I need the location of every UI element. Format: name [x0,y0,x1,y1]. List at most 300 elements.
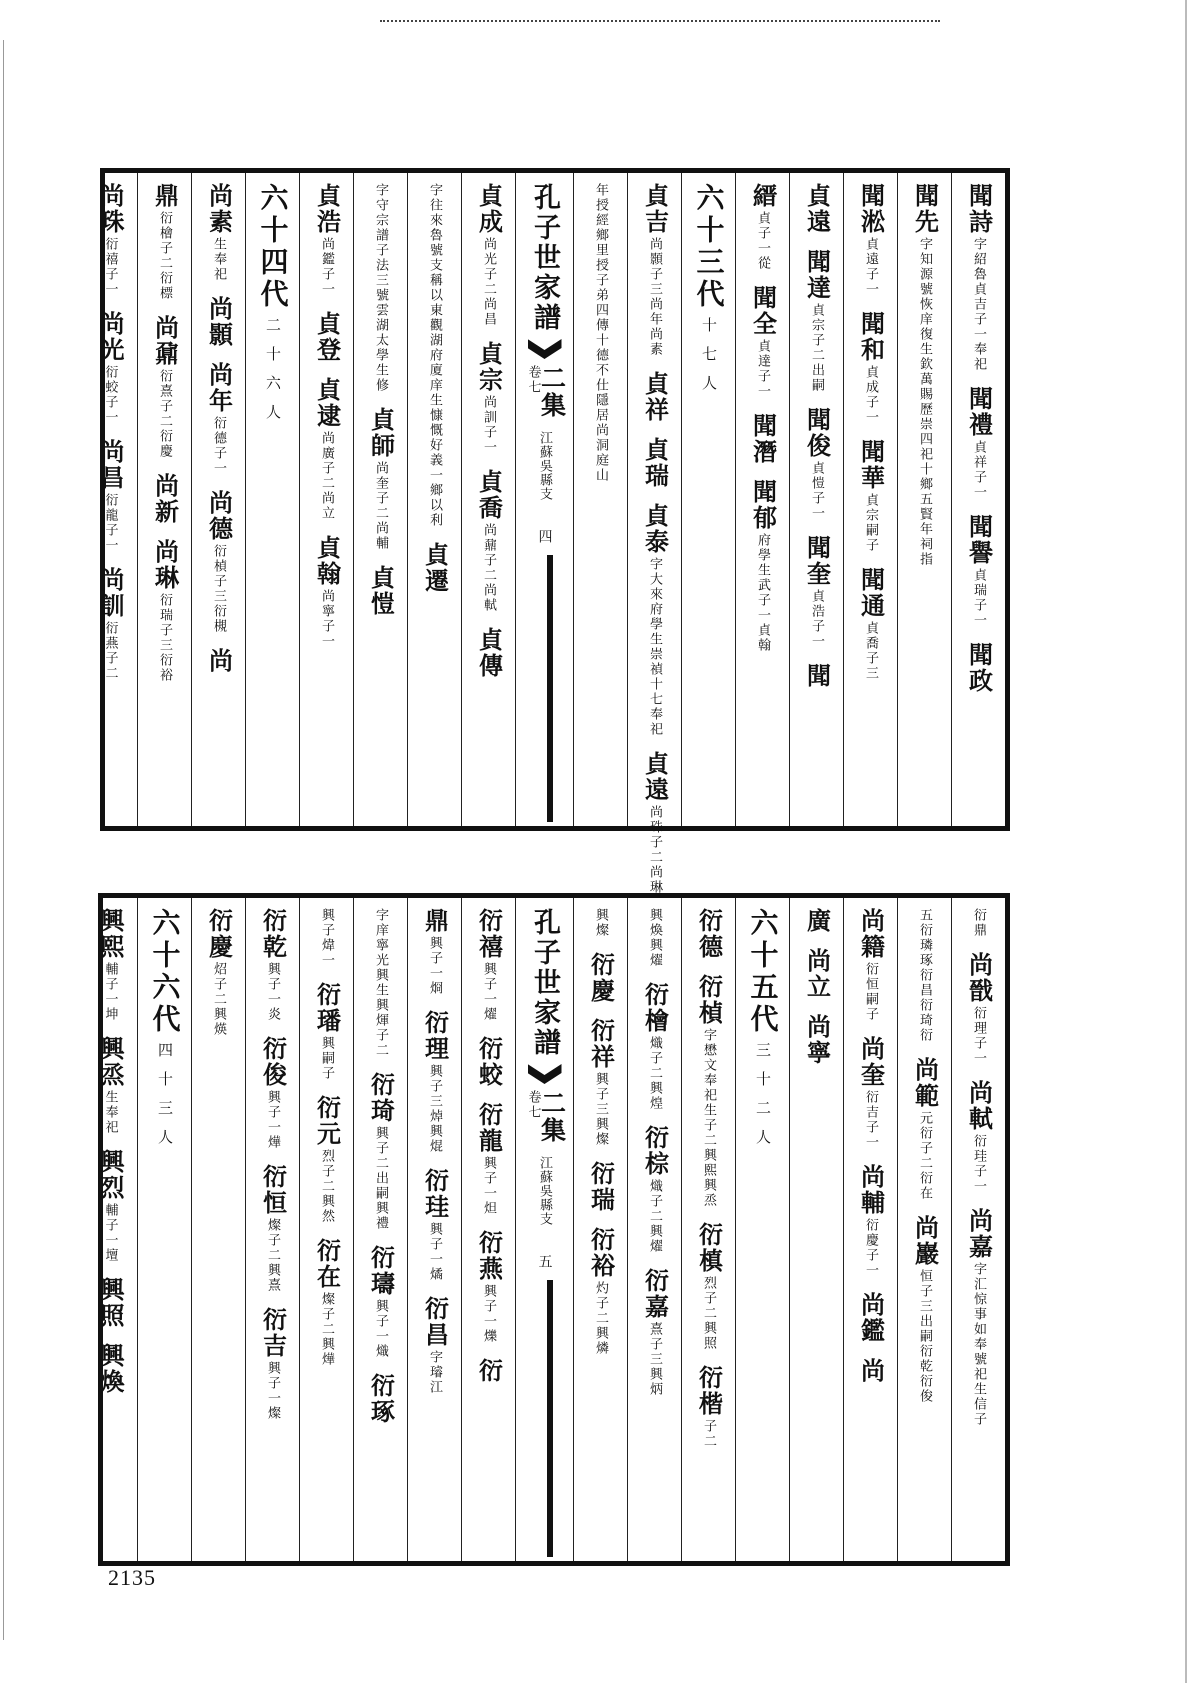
person-note: 貞瑞子一 [971,568,986,628]
collection-label: 二集 [537,365,567,419]
entry-list [474,183,504,679]
person-name: 聞潛 [748,413,778,465]
person-entry [204,908,234,1037]
entry-column [951,898,1005,1561]
person-name: 尚德 [204,490,234,542]
person-name: 貞傳 [474,627,504,679]
person-note: 貞愷子一 [809,461,824,521]
person-note: 字守宗譜子法三號雲湖太學生修 [373,183,388,393]
entry-column [353,173,407,826]
center-column [515,898,573,1561]
person-note: 貞浩子一 [809,589,824,649]
person-name: 衍龍 [474,1102,504,1154]
person-name: 尚新 [150,473,180,525]
person-name: 尚琳 [150,539,180,591]
person-name: 聞淞 [856,183,886,235]
person-note: 衍瑞子三衍裕 [157,593,172,683]
top-edge-marks [380,10,940,22]
person-entry [586,1018,616,1147]
person-entry [586,1161,616,1213]
person-entry [96,183,125,297]
person-note: 字紹魯貞吉子一奉祀 [971,237,986,372]
person-entry [204,183,234,282]
person-note: 衍龍子一 [102,493,118,553]
person-name: 聞禮 [964,386,994,438]
entry-list [204,183,234,674]
person-entry [586,952,616,1004]
person-entry [802,249,832,393]
person-entry [964,183,994,372]
person-entry [640,1125,670,1254]
person-note: 尚訓子一 [481,395,496,455]
person-name: 聞俊 [802,407,832,459]
person-entry [856,1164,886,1278]
person-name: 聞全 [748,285,778,337]
person-name: 貞吉 [640,183,670,235]
person-note: 衍理子一 [971,1006,986,1066]
person-entry [964,1080,994,1194]
person-name: 衍慶 [586,952,616,1004]
person-name: 衍理 [420,1010,450,1062]
person-entry [474,908,504,1022]
person-entry [96,1149,125,1263]
person-entry [964,642,994,694]
person-name: 興烈 [96,1149,125,1201]
person-name: 聞通 [856,567,886,619]
person-name: 貞愷 [366,565,396,617]
person-entry [964,952,994,1066]
person-entry [320,908,333,968]
entry-list [420,908,450,1395]
person-name: 衍德 [694,908,724,960]
person-note: 衍吉子一 [863,1090,878,1150]
person-entry [594,908,607,938]
person-entry [802,1014,832,1066]
person-name: 貞成 [474,183,504,235]
person-name: 尚輔 [856,1164,886,1216]
person-name: 尚年 [204,362,234,414]
entry-list [420,183,450,594]
person-note: 尚光子二尚昌 [481,237,496,327]
person-entry [802,948,832,1000]
person-note: 興子三焯興焜 [427,1064,442,1154]
person-entry [748,413,778,465]
person-note: 府學生武子一貞翰 [755,533,770,653]
person-name: 尚戩 [964,952,994,1004]
entry-column [461,898,515,1561]
person-name: 尚立 [802,948,832,1000]
person-entry [428,183,441,528]
right-edge-line [1185,0,1187,1683]
entry-list [856,908,886,1384]
person-entry [694,908,724,960]
person-note: 貞遠子一 [863,237,878,297]
collection-row [525,365,565,419]
person-entry [374,183,387,393]
person-note: 興子一燦 [265,1361,280,1421]
person-note: 熹子三興炳 [647,1322,662,1397]
person-note: 貞祥子一 [971,440,986,500]
person-name: 貞翰 [312,535,342,587]
person-entry [96,439,125,553]
generation-column [735,898,789,1561]
entry-list [910,908,940,1404]
entry-list [856,183,886,681]
person-note: 字汇惊事如奉號祀生信子 [971,1262,986,1427]
entry-column [245,898,299,1561]
person-name: 貞登 [312,311,342,363]
person-note: 烈子二興照 [701,1276,716,1351]
person-entry [964,1208,994,1427]
person-entry [802,908,832,934]
person-note: 興子煒一 [319,908,334,968]
person-note: 衍慶子一 [863,1218,878,1278]
person-note: 興燦 [593,908,608,938]
person-note: 衍德子一 [211,416,226,476]
entry-column [83,898,137,1561]
person-name: 衍祥 [586,1018,616,1070]
entry-column [789,898,843,1561]
entry-list [594,183,607,483]
person-entry [910,183,940,567]
person-note: 生奉祀 [102,1090,118,1135]
person-name: 衍乾 [258,908,288,960]
person-entry [640,437,670,489]
person-entry [366,1072,396,1231]
person-note: 衍鼎 [971,908,986,938]
generation-heading: 六十四代 [256,183,290,311]
person-entry [856,1292,886,1344]
person-entry [586,1227,616,1356]
entry-column [735,173,789,826]
entry-list [474,908,504,1384]
entry-column [573,173,627,826]
center-column [515,173,573,826]
person-name: 尚鑑 [856,1292,886,1344]
entry-column [83,173,137,826]
person-note: 貞宗嗣子 [863,493,878,553]
entry-column [627,898,681,1561]
person-note: 輔子一壇 [102,1203,118,1263]
person-name: 尚珠 [96,183,125,235]
person-entry [694,1365,724,1449]
entry-column [461,173,515,826]
person-entry [594,183,607,483]
person-name: 興烝 [96,1036,125,1088]
entry-column [843,898,897,1561]
person-entry [910,1057,940,1201]
person-entry [258,908,288,1022]
person-entry [964,514,994,628]
person-name: 貞逮 [312,377,342,429]
person-note: 興子一燿 [481,962,496,1022]
person-entry [640,751,670,895]
person-note: 興子一燁 [265,1090,280,1150]
generation-column [245,173,299,826]
book-title: 孔子世家譜 [529,183,560,333]
entry-column [407,898,461,1561]
entry-list [312,908,342,1367]
person-note: 尚奎子二尚輔 [373,461,388,551]
thick-rule [547,1280,553,1557]
person-name: 衍楨 [694,974,724,1026]
person-note: 衍禧子一 [102,237,118,297]
entry-column [627,173,681,895]
person-note: 燦子二興燁 [319,1292,334,1367]
person-entry [474,341,504,455]
entry-column [191,173,245,826]
person-note: 熾子二興燿 [647,1179,662,1254]
collection-label: 二集 [537,1090,567,1144]
person-entry [474,469,504,613]
person-name: 尚寧 [802,1014,832,1066]
entry-list [96,908,125,1395]
person-name: 聞奎 [802,535,832,587]
person-note: 字懋文奉祀生子二興熙興烝 [701,1028,716,1208]
entry-list [910,183,940,567]
person-name: 衍槙 [694,1222,724,1274]
generation-heading: 六十五代 [746,908,780,1036]
person-entry [474,627,504,679]
person-name: 衍琢 [366,1373,396,1425]
person-name: 尚軾 [964,1080,994,1132]
entry-list [258,908,288,1421]
person-note: 貞子一從 [755,211,770,271]
person-note: 炤子二興煐 [211,962,226,1037]
person-note: 貞達子一 [755,339,770,399]
person-entry [474,1230,504,1344]
person-entry [748,183,778,271]
person-note: 字庠寧光興生興煇子二 [373,908,388,1058]
person-entry [856,567,886,681]
folio-number: 五 [536,1254,553,1270]
generation-count: 三十二人 [754,1042,772,1158]
person-entry [474,1036,504,1088]
person-note: 字大來府學生崇禎十七奉祀 [647,557,662,737]
entry-list [802,908,832,1066]
book-title: 孔子世家譜 [529,908,560,1058]
person-name: 興照 [96,1277,125,1329]
person-entry [312,377,342,521]
person-note: 衍珪子一 [971,1134,986,1194]
person-name: 衍在 [312,1238,342,1290]
entry-column [681,898,735,1561]
person-name: 尚籍 [856,908,886,960]
person-note: 子二 [701,1419,716,1449]
person-name: 興煥 [96,1343,125,1395]
person-name: 貞瑞 [640,437,670,489]
person-entry [420,908,450,996]
person-entry [420,1010,450,1154]
person-name: 衍棕 [640,1125,670,1177]
person-entry [312,311,342,363]
person-entry [366,1245,396,1359]
generation-count: 十七人 [700,317,718,404]
entry-column [137,173,191,826]
collection-row [525,1090,565,1144]
person-entry [802,183,832,235]
person-entry [474,1102,504,1216]
person-entry [204,362,234,476]
person-entry [96,567,125,681]
person-note: 衍檜子二衍標 [157,211,172,301]
person-entry [972,908,985,938]
person-name: 聞詩 [964,183,994,235]
generation-column [137,898,191,1561]
left-binding-line [3,40,4,1640]
person-name: 衍吉 [258,1307,288,1359]
person-note: 衍恒嗣子 [863,962,878,1022]
folio-number: 四 [536,529,553,545]
person-note: 衍燕子二 [102,621,118,681]
person-note: 興子一熾 [373,1299,388,1359]
fish-tail-mark [528,339,562,359]
person-entry [96,311,125,425]
generation-count: 二十六人 [264,317,282,433]
entry-list [312,183,342,649]
person-entry [366,565,396,617]
person-name: 貞喬 [474,469,504,521]
person-entry [204,490,234,634]
generation-column [681,173,735,826]
person-note: 熾子二興煌 [647,1036,662,1111]
person-note: 生奉祀 [211,237,226,282]
person-entry [312,1238,342,1367]
entry-list [366,183,396,617]
entry-column [299,173,353,826]
person-note: 字璿江 [427,1350,442,1395]
person-entry [474,1358,504,1384]
person-note: 興子一烱 [427,936,442,996]
person-entry [204,648,234,674]
volume-label: 卷七 [525,1090,541,1120]
person-name: 貞祥 [640,371,670,423]
person-entry [694,1222,724,1351]
entry-list [204,908,234,1037]
entry-list [964,183,994,694]
person-entry [96,1036,125,1135]
person-entry [648,908,661,968]
person-entry [640,503,670,737]
entry-column [353,898,407,1561]
person-note: 興子一炎 [265,962,280,1022]
person-entry [420,542,450,594]
generation-heading: 六十三代 [692,183,726,311]
person-note: 尚鑑子一 [319,237,334,297]
entry-list [96,183,125,681]
person-entry [918,908,931,1043]
person-note: 尚顥子三尚年尚素 [647,237,662,357]
person-entry [312,1095,342,1224]
person-note: 恒子三出嗣衍乾衍俊 [917,1269,932,1404]
person-note: 貞喬子三 [863,621,878,681]
person-name: 尚嘉 [964,1208,994,1260]
entry-list [640,908,670,1397]
person-name: 衍慶 [204,908,234,960]
volume-label: 卷七 [525,365,541,395]
person-note: 燦子二興熹 [265,1218,280,1293]
person-name: 衍璠 [312,982,342,1034]
person-entry [366,407,396,551]
person-entry [258,1164,288,1293]
entry-column [789,173,843,826]
person-entry [150,315,180,459]
person-name: 貞師 [366,407,396,459]
person-name: 衍俊 [258,1036,288,1088]
person-entry [374,908,387,1058]
person-entry [640,371,670,423]
person-entry [640,982,670,1111]
person-entry [640,1268,670,1397]
person-entry [96,908,125,1022]
entry-list [150,183,180,683]
entry-column [299,898,353,1561]
person-entry [312,535,342,649]
person-entry [204,296,234,348]
entry-list [586,908,616,1356]
person-name: 衍禧 [474,908,504,960]
entry-column [573,898,627,1561]
person-name: 貞宗 [474,341,504,393]
entry-list [694,908,724,1449]
person-entry [640,183,670,357]
person-name: 尚光 [96,311,125,363]
person-name: 聞 [802,663,832,689]
person-note: 興子一爍 [481,1284,496,1344]
person-name: 聞達 [802,249,832,301]
person-note: 輔子一坤 [102,962,118,1022]
genealogy-block-top [96,168,1010,895]
person-name: 聞郁 [748,479,778,531]
person-entry [856,439,886,553]
person-name: 尚 [856,1358,886,1384]
person-note: 興子三興燦 [593,1072,608,1147]
page-number: 2135 [108,1565,156,1590]
person-note: 興子二出嗣興禮 [373,1126,388,1231]
entry-column [897,898,951,1561]
person-name: 尚顥 [204,296,234,348]
person-name: 縉 [748,183,778,209]
person-name: 衍燕 [474,1230,504,1282]
person-name: 尚奎 [856,1036,886,1088]
person-entry [420,1296,450,1395]
entry-column [191,898,245,1561]
generation-count: 四十三人 [156,1042,174,1158]
person-entry [748,285,778,399]
person-note: 字知源號恢庠復生欽萬賜歷崇四祀十鄉五賢年祠指 [917,237,932,567]
entry-column [951,173,1005,826]
person-name: 尚昌 [96,439,125,491]
person-note: 興煥興燿 [647,908,662,968]
person-entry [694,974,724,1208]
person-note: 烈子二興然 [319,1149,334,1224]
person-entry [748,479,778,653]
person-note: 衍熹子二衍慶 [157,369,172,459]
person-entry [366,1373,396,1425]
person-name: 廣 [802,908,832,934]
person-note: 尚珠子二尚琳 [647,805,662,895]
person-name: 尚素 [204,183,234,235]
person-note: 興子一燏 [427,1222,442,1282]
person-name: 衍琦 [366,1072,396,1124]
entry-list [640,183,670,895]
person-name: 尚 [204,648,234,674]
person-name: 鼎 [420,908,450,934]
person-name: 衍恒 [258,1164,288,1216]
generation-heading: 六十六代 [148,908,182,1036]
person-entry [96,1343,125,1395]
fish-tail-mark [528,1064,562,1084]
